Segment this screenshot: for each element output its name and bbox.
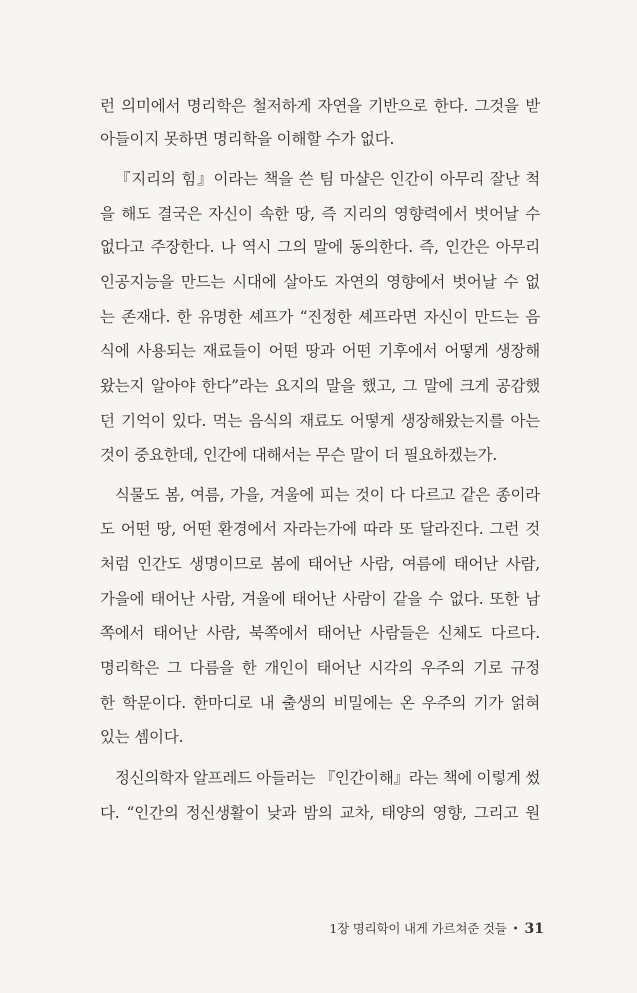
text-line: 가을에 태어난 사람, 겨울에 태어난 사람이 같을 수 없다. 또한 남: [100, 590, 540, 608]
text-line: 을 해도 결국은 자신이 속한 땅, 즉 지리의 영향력에서 벗어날 수: [100, 205, 540, 223]
page-footer: [329, 918, 544, 937]
text-line: 아들이지 못하면 명리학을 이해할 수가 없다.: [100, 130, 395, 148]
text-line: 『지리의 힘』이라는 책을 쓴 팀 마샬은 인간이 아무리 잘난 척: [115, 170, 540, 188]
text-line: 식에 사용되는 재료들이 어떤 땅과 어떤 기후에서 어떻게 생장해: [100, 342, 540, 360]
text-line: 인공지능을 만드는 시대에 살아도 자연의 영향에서 벗어날 수 없: [100, 273, 540, 291]
text-line: 처럼 인간도 생명이므로 봄에 태어난 사람, 여름에 태어난 사람,: [100, 555, 540, 573]
text-line: 도 어떤 땅, 어떤 환경에서 자라는가에 따라 또 달라진다. 그런 것: [100, 520, 540, 538]
text-line: 쪽에서 태어난 사람, 북쪽에서 태어난 사람들은 신체도 다르다.: [100, 624, 540, 642]
bullet-separator: •: [512, 924, 519, 935]
text-line: 한 학문이다. 한마디로 내 출생의 비밀에는 온 우주의 기가 얽혀: [100, 694, 540, 712]
text-line: 다. “인간의 정신생활이 낮과 밤의 교차, 태양의 영향, 그리고 원: [100, 804, 540, 822]
text-line: 런 의미에서 명리학은 철저하게 자연을 기반으로 한다. 그것을 받: [100, 97, 540, 115]
text-line: 왔는지 알아야 한다”라는 요지의 말을 했고, 그 말에 크게 공감했: [100, 377, 540, 395]
text-line: 식물도 봄, 여름, 가을, 겨울에 피는 것이 다 다르고 같은 종이라: [115, 486, 540, 504]
running-head: 1장 명리학이 내게 가르쳐준 것들: [329, 921, 507, 936]
text-line: 던 기억이 있다. 먹는 음식의 재료도 어떻게 생장해왔는지를 아는: [100, 412, 540, 430]
page-number: 31: [524, 921, 544, 937]
text-line: 정신의학자 알프레드 아들러는 『인간이해』라는 책에 이렇게 썼: [115, 769, 540, 787]
text-line: 명리학은 그 다름을 한 개인이 태어난 시각의 우주의 기로 규정: [100, 659, 540, 677]
text-line: 것이 중요한데, 인간에 대해서는 무슨 말이 더 필요하겠는가.: [100, 446, 498, 464]
text-line: 는 존재다. 한 유명한 셰프가 “진정한 셰프라면 자신이 만드는 음: [100, 308, 540, 326]
text-line: 있는 셈이다.: [100, 728, 184, 746]
text-line: 없다고 주장한다. 나 역시 그의 말에 동의한다. 즉, 인간은 아무리: [100, 238, 540, 256]
